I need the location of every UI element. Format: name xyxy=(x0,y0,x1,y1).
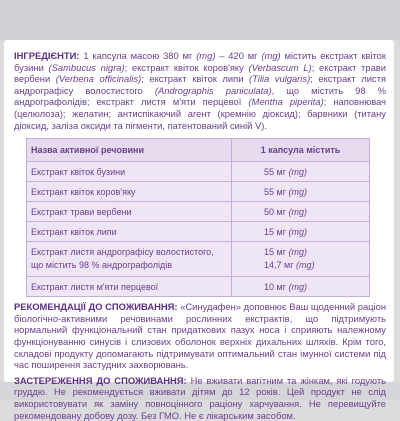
table-header-row xyxy=(27,139,370,162)
amount-number: 55 мг xyxy=(264,166,286,177)
label-content xyxy=(14,50,386,421)
substance-name-line: Екстракт листя м'яти перцевої xyxy=(31,281,159,292)
table-row xyxy=(27,202,370,222)
amount-number: 15 мг xyxy=(264,247,286,258)
substance-name-line: Екстракт квіток липи xyxy=(31,226,117,237)
ingredient-latin-name: (Andrographis paniculata) xyxy=(154,84,272,96)
substance-amount xyxy=(232,182,370,202)
substance-name xyxy=(27,182,232,202)
substance-amount xyxy=(232,202,370,222)
amount-unit: (mg) xyxy=(288,247,307,258)
table-row xyxy=(27,162,370,182)
amount-value xyxy=(264,247,307,257)
substance-amount xyxy=(232,162,370,182)
amount-unit: (mg) xyxy=(288,186,307,197)
substance-name-line: Екстракт трави вербени xyxy=(31,206,132,217)
ingredient-text: містить екстракт квіток бузини xyxy=(14,50,386,73)
substance-name xyxy=(27,277,232,297)
amount-number: 55 мг xyxy=(264,186,286,197)
amount-value xyxy=(264,282,307,292)
amount-value xyxy=(264,260,315,270)
ingredient-text: – 420 мг xyxy=(215,50,262,61)
background-top xyxy=(0,0,400,40)
amount-value xyxy=(264,167,307,177)
substance-name-line: Екстракт квіток коров'яку xyxy=(31,186,136,197)
ingredient-latin-name: (mg) xyxy=(196,50,216,61)
recommendations-text: «Синудафен» доповнює Ваш щоденний раціон біологічно-активними речовинами рослинних екстрактів, що підтримують нормальний функціональний стан придаткових пазух носа і сприяють належному функціонуванню синусів і слизових оболонок верхніх дихальних шляхів. Крім того, складові продукту допомагають підтримувати оптимальний стан імунної системи під час поширення застудних захворювань. xyxy=(14,301,387,371)
table-row xyxy=(27,277,370,297)
amount-unit: (mg) xyxy=(288,206,307,217)
ingredients-heading: ІНГРЕДІЄНТИ: xyxy=(14,50,80,61)
ingredient-text: ; екстракт трави вербени xyxy=(14,61,386,85)
table-header-name: Назва активної речовини xyxy=(27,139,232,162)
ingredient-text: ; екстракт листя андрографісу волостистого xyxy=(14,73,386,96)
table-header-amount: 1 капсула містить xyxy=(232,139,370,162)
table-row xyxy=(27,182,370,202)
ingredient-latin-name: (Mentha piperita) xyxy=(248,96,324,108)
amount-unit: (mg) xyxy=(288,166,307,177)
substance-amount xyxy=(232,242,370,277)
amount-value xyxy=(264,187,307,197)
amount-value xyxy=(264,207,307,217)
ingredient-latin-name: (mg) xyxy=(261,50,281,61)
ingredient-latin-name: (Verbena officinalis) xyxy=(55,73,142,85)
substance-amount xyxy=(232,277,370,297)
recommendations-heading: РЕКОМЕНДАЦІЇ ДО СПОЖИВАННЯ: xyxy=(14,301,178,313)
ingredient-latin-name: (Sambucus nigra) xyxy=(48,61,125,73)
ingredient-latin-name: (Verbascum L) xyxy=(248,61,312,73)
ingredient-latin-name: (Tilia vulgaris) xyxy=(249,73,311,85)
ingredient-text: 1 капсула масою 380 мг xyxy=(79,50,197,61)
warnings-paragraph xyxy=(14,375,386,421)
amount-number: 10 мг xyxy=(264,281,286,292)
amount-unit: (mg) xyxy=(288,226,307,237)
table-row xyxy=(27,242,370,277)
warnings-text: Не вживати вагітним та жінкам, які годують груддю. Не рекомендується вживати дітям до 12 років. Цей продукт не слід використовувати як заміну повноцінного раціону харчування. Не перевищуйте рекомендовану добову дозу. Без ГМО. Не є лікарським засобом. xyxy=(14,374,386,421)
amount-unit: (mg) xyxy=(288,281,307,292)
label-card xyxy=(4,40,394,421)
substance-name-line: Екстракт квіток бузини xyxy=(31,166,126,177)
substance-name-line: що містить 98 % андрографолідів xyxy=(31,260,172,271)
table-row xyxy=(27,222,370,242)
ingredient-text: ; наповнювач (целюлоза); желатин; антиспікаючий агент (кремнію діоксид); барвники (титану діоксид, заліза оксиди та пігменти, патентований синій V). xyxy=(14,96,386,131)
amount-value xyxy=(264,227,307,237)
amount-number: 15 мг xyxy=(264,226,286,237)
substance-name-line: Екстракт листя андрографісу волостистого, xyxy=(31,247,214,258)
ingredient-text: ; екстракт квіток коров'яку xyxy=(124,61,249,73)
active-substances-table xyxy=(26,138,370,297)
substance-name xyxy=(27,162,232,182)
amount-number: 50 мг xyxy=(264,206,286,217)
ingredients-paragraph xyxy=(14,50,386,131)
substance-name xyxy=(27,202,232,222)
substance-name xyxy=(27,222,232,242)
ingredient-text: , що містить 98 % андрографолідів; екстракт листя м'яти перцевої xyxy=(14,84,386,108)
warnings-heading: ЗАСТЕРЕЖЕННЯ ДО СПОЖИВАННЯ: xyxy=(14,374,187,386)
amount-unit: (mg) xyxy=(296,260,315,271)
substance-amount xyxy=(232,222,370,242)
substance-name xyxy=(27,242,232,277)
recommendations-paragraph xyxy=(14,301,386,371)
amount-number: 14,7 мг xyxy=(264,260,294,271)
ingredient-text: ; екстракт квіток липи xyxy=(141,73,249,85)
